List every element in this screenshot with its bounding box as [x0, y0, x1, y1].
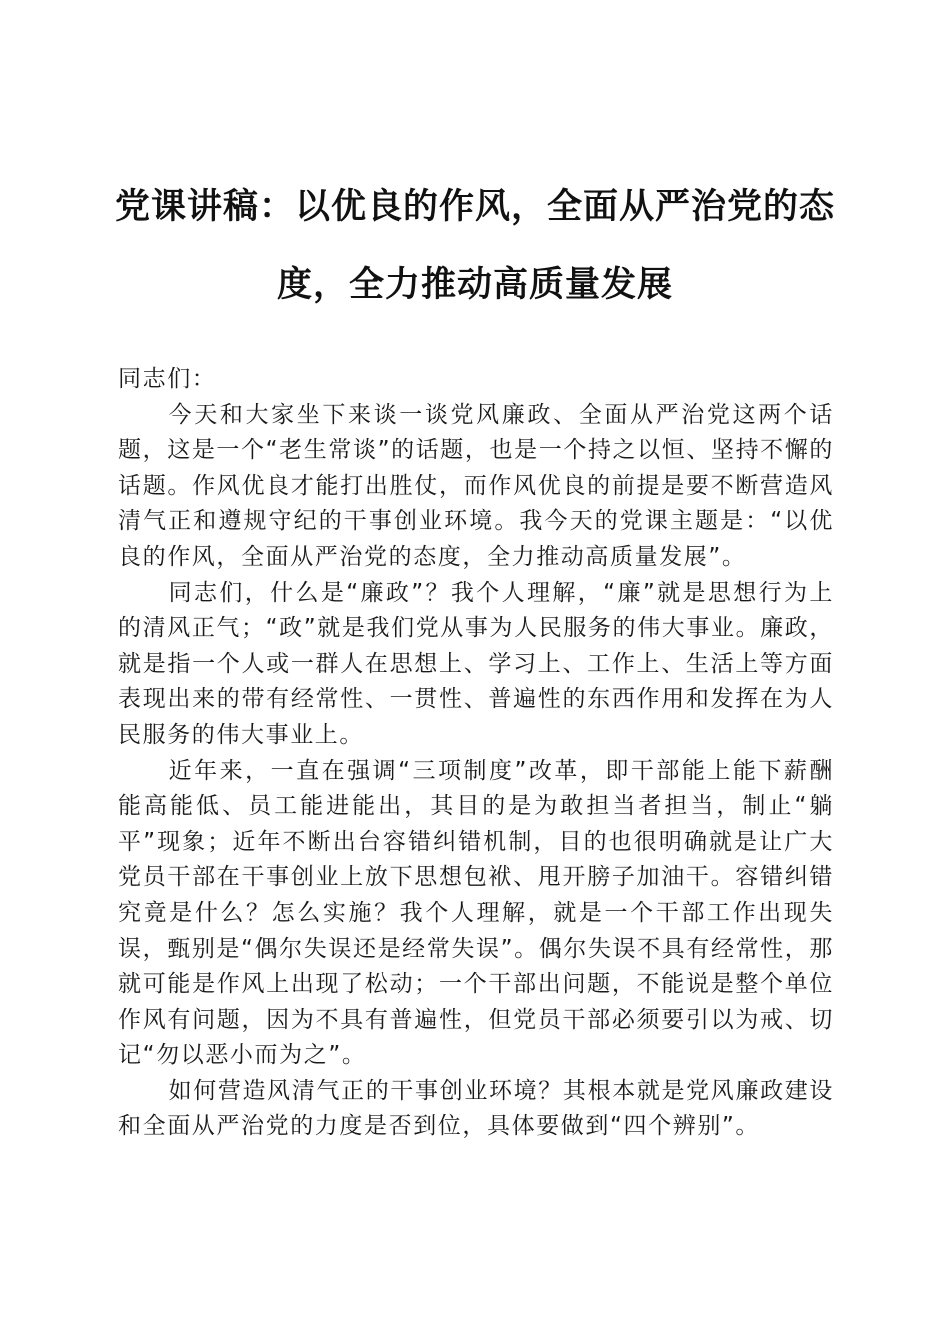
paragraph-2: 同志们，什么是“廉政”？我个人理解，“廉”就是思想行为上的清风正气；“政”就是我们党从事为人民服务的伟大事业。廉政，就是指一个人或一群人在思想上、学习上、工作上、生活上等方面表现出来的带有经常性、一贯性、普遍性的东西作用和发挥在为人民服务的伟大事业上。	[118, 579, 834, 748]
title-line-2: 度，全力推动高质量发展	[276, 264, 673, 305]
paragraph-4: 如何营造风清气正的干事创业环境？其根本就是党风廉政建设和全面从严治党的力度是否到位，具体要做到“四个辨别”。	[118, 1077, 834, 1140]
title-line-1: 党课讲稿：以优良的作风，全面从严治党的态	[114, 186, 835, 227]
paragraph-1: 今天和大家坐下来谈一谈党风廉政、全面从严治党这两个话题，这是一个“老生常谈”的话题，也是一个持之以恒、坚持不懈的话题。作风优良才能打出胜仗，而作风优良的前提是要不断营造风清气正和遵规守纪的干事创业环境。我今天的党课主题是：“以优良的作风，全面从严治党的态度，全力推动高质量发展”。	[118, 401, 834, 570]
document-body	[118, 362, 834, 1145]
paragraph-3: 近年来，一直在强调“三项制度”改革，即干部能上能下薪酬能高能低、员工能进能出，其目的是为敢担当者担当，制止“躺平”现象；近年不断出台容错纠错机制，目的也很明确就是让广大党员干部在干事创业上放下思想包袱、甩开膀子加油干。容错纠错究竟是什么？怎么实施？我个人理解，就是一个干部工作出现失误，甄别是“偶尔失误还是经常失误”。偶尔失误不具有经常性，那就可能是作风上出现了松动；一个干部出问题，不能说是整个单位作风有问题，因为不具有普遍性，但党员干部必须要引以为戒、切记“勿以恶小而为之”。	[118, 757, 834, 1069]
salutation: 同志们：	[118, 366, 217, 392]
document-title	[100, 168, 850, 324]
